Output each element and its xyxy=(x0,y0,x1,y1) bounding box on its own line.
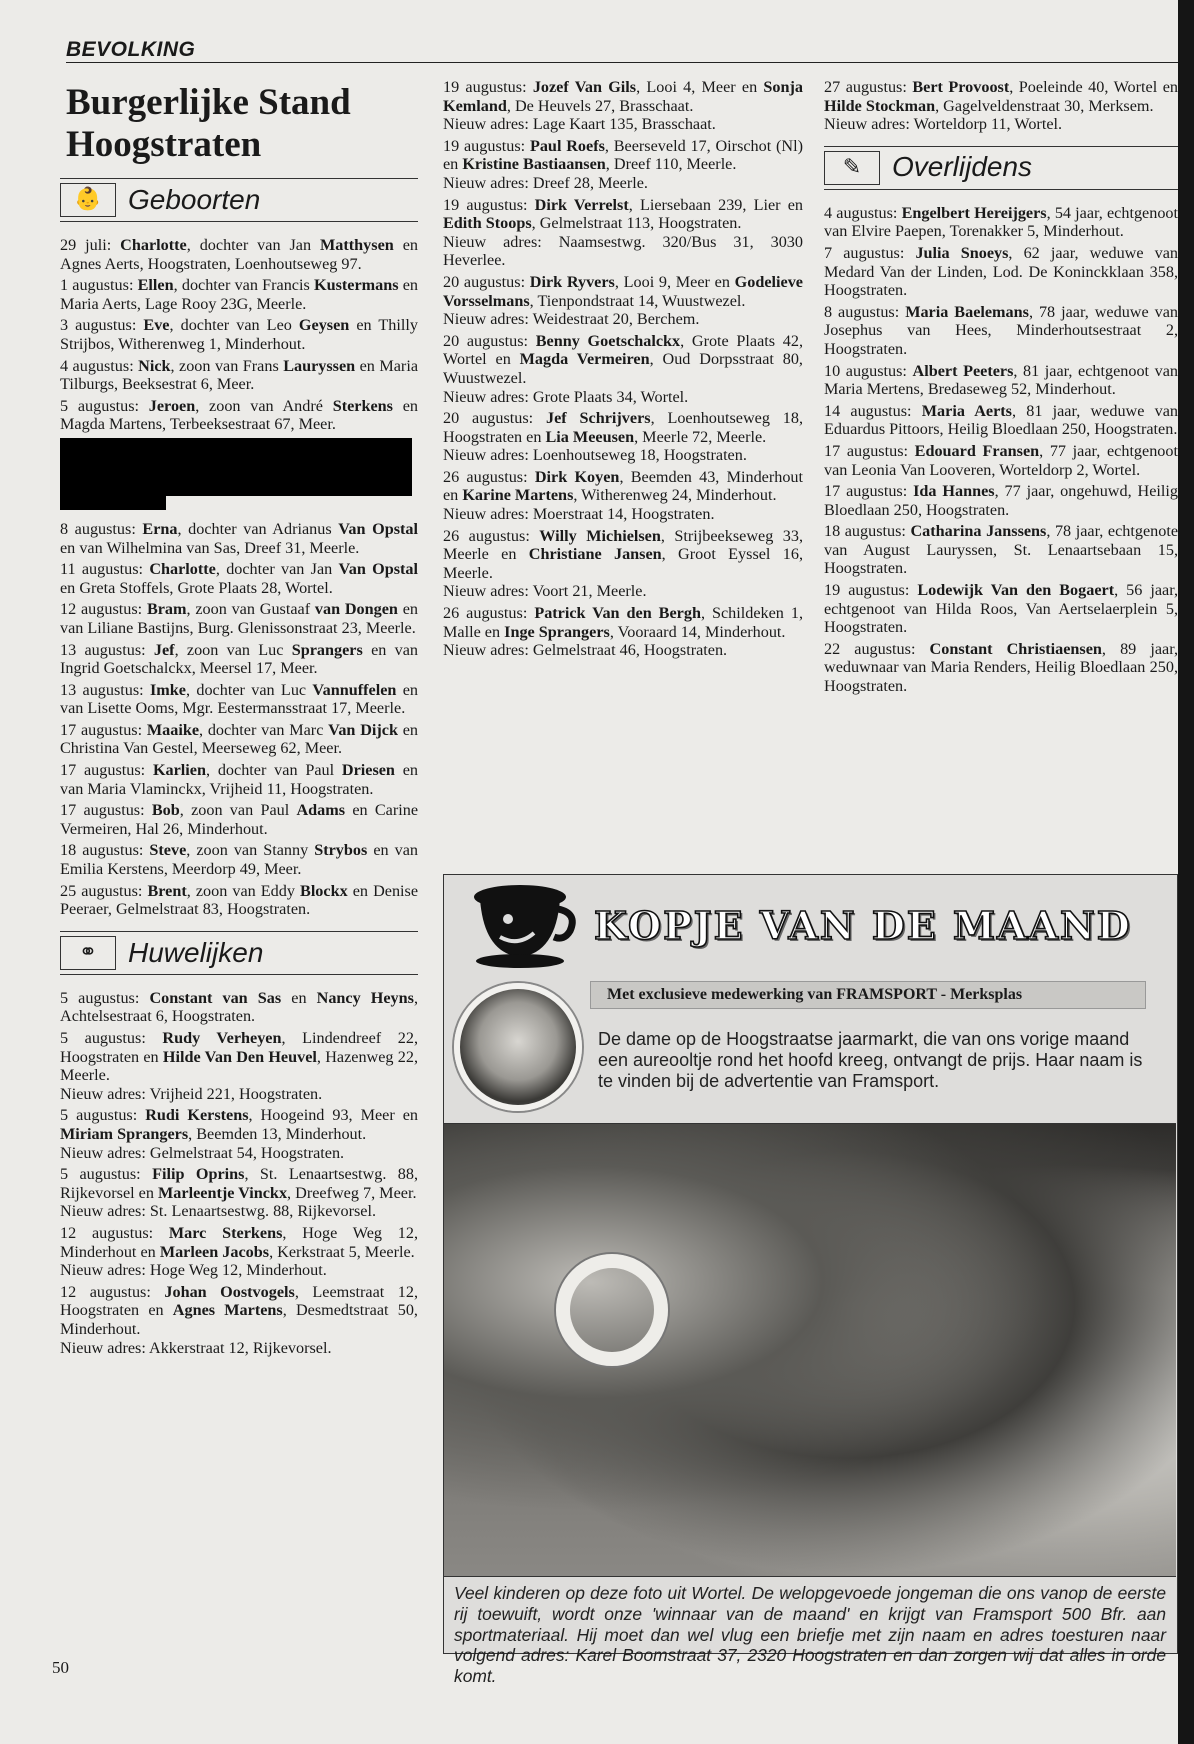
marriage-entry xyxy=(443,604,803,660)
entry-date: 5 augustus: xyxy=(60,1106,138,1125)
title-line-2: Hoogstraten xyxy=(66,124,262,165)
entry-text: , St. Lenaartsestwg. 88, Rijkevorsel en xyxy=(60,1165,419,1202)
entry-text: , Loenhoutseweg 18, Hoogstraten en xyxy=(443,409,804,446)
entry-text: , Strijbeekseweg 33, Meerle en xyxy=(443,526,803,564)
marriage-entry xyxy=(60,1165,418,1221)
entry-text: , Hoge Weg 12, Minderhout en xyxy=(60,1223,419,1261)
entry-text: en Agnes Aerts, Hoogstraten, Loenhoutseweg 97. xyxy=(60,236,419,273)
entry-text: , dochter van Luc xyxy=(185,680,313,699)
entry-text: , Hoogeind 93, Meer en xyxy=(248,1106,418,1125)
child-name: Jef xyxy=(153,640,175,659)
marriage-entry xyxy=(443,527,803,601)
parent-surname: Blockx xyxy=(300,881,348,900)
stork-icon: 👶 xyxy=(60,183,116,217)
marriage-entry xyxy=(60,1029,418,1103)
birth-entry xyxy=(60,882,418,919)
parent-surname: Strybos xyxy=(314,841,368,860)
spouse-name: Jozef Van Gils xyxy=(532,78,637,96)
scan-edge xyxy=(1178,0,1194,1744)
entry-date: 26 augustus: xyxy=(443,604,528,623)
spouse-name: Constant van Sas xyxy=(149,988,282,1007)
birth-entry xyxy=(60,397,418,434)
deaths-header xyxy=(824,146,1178,190)
deceased-name: Albert Peeters xyxy=(912,361,1014,380)
entry-date: 20 augustus: xyxy=(443,272,526,291)
new-address: Nieuw adres: Grote Plaats 34, Wortel. xyxy=(443,387,689,406)
spouse-name: Benny Goetschalckx xyxy=(535,331,681,350)
entry-date: 4 augustus: xyxy=(60,356,134,375)
spouse-name: Jef Schrijvers xyxy=(546,409,651,428)
new-address: Nieuw adres: Weidestraat 20, Berchem. xyxy=(443,310,700,329)
new-address: Nieuw adres: Dreef 28, Meerle. xyxy=(443,173,648,192)
entry-text: en Christina Van Gestel, Meerseweg 62, Meer. xyxy=(60,720,418,758)
death-entry xyxy=(824,640,1178,696)
children-group-photo xyxy=(444,1123,1176,1577)
parent-surname: Sterkens xyxy=(332,396,393,415)
entry-date: 5 augustus: xyxy=(60,1165,141,1184)
new-address: Nieuw adres: Naamsestwg. 320/Bus 31, 3030 Heverlee. xyxy=(443,232,803,270)
death-entry xyxy=(824,522,1178,578)
entry-date: 17 augustus: xyxy=(60,720,143,739)
coffee-cup-icon xyxy=(470,883,580,969)
death-entry xyxy=(824,204,1178,241)
new-address: Nieuw adres: St. Lenaartsestwg. 88, Rijkevorsel. xyxy=(60,1202,377,1221)
parent-surname: Vannuffelen xyxy=(312,680,397,699)
new-address: Nieuw adres: Akkerstraat 12, Rijkevorsel. xyxy=(60,1338,332,1357)
entry-text: , Lindendreef 22, Hoogstraten en xyxy=(60,1029,418,1066)
marriage-entry xyxy=(443,332,803,406)
entry-text: , dochter van Paul xyxy=(206,761,342,780)
entry-date: 4 augustus: xyxy=(824,203,898,222)
entry-text: , zoon van Frans xyxy=(170,356,284,375)
child-name: Nick xyxy=(138,356,171,375)
entry-text: , De Heuvels 27, Brasschaat. xyxy=(506,96,694,115)
deceased-name: Lodewijk Van den Bogaert xyxy=(917,581,1115,600)
halo-ring xyxy=(556,1254,668,1366)
photo-caption: Veel kinderen op deze foto uit Wortel. De welopgevoede jongeman die ons vanop de eerste rij toewuift, wordt onze 'winnaar van de maand' en krijgt van Framsport 500 Bfr. aan sportmateriaal. Hij moet dan wel vlug een briefje met zijn naam en adres toesturen naar volgend adres: Karel Boomstraat 37, 2320 Hoogstraten en dan zorgen wij dat alles in orde komt. xyxy=(454,1583,1166,1687)
birth-entry xyxy=(60,681,418,718)
birth-entry xyxy=(60,721,418,758)
birth-entry xyxy=(60,357,418,394)
spouse-name: Magda Vermeiren xyxy=(519,350,650,369)
page-number: 50 xyxy=(52,1658,69,1677)
entry-text: en Carine Vermeiren, Hal 26, Minderhout. xyxy=(60,801,419,838)
entry-text: , Dreefweg 7, Meer. xyxy=(287,1183,417,1202)
marriage-entry xyxy=(443,78,803,134)
entry-text: , Beemden 43, Minderhout en xyxy=(443,467,804,505)
entry-text: , Liersebaan 239, Lier en xyxy=(628,195,804,214)
spouse-name: Patrick Van den Bergh xyxy=(534,604,701,623)
entry-date: 8 augustus: xyxy=(824,302,900,321)
entry-text: , Looi 9, Meer en xyxy=(614,272,735,291)
entry-date: 19 augustus: xyxy=(443,136,526,155)
entry-date: 7 augustus: xyxy=(824,243,905,262)
child-name: Bob xyxy=(151,801,180,820)
entry-text: , 77 jaar, echtgenoot van Leonia Van Looveren, Worteldorp 2, Wortel. xyxy=(824,441,1178,479)
birth-entry xyxy=(60,520,418,557)
entry-date: 12 augustus: xyxy=(60,600,143,619)
entry-date: 14 augustus: xyxy=(824,401,912,420)
entry-date: 12 augustus: xyxy=(60,1282,151,1301)
parent-surname: Van Dijck xyxy=(328,720,398,739)
marriages-list xyxy=(60,989,418,1357)
entry-text: , dochter van Marc xyxy=(199,720,329,739)
spouse-name: Lia Meeusen xyxy=(545,427,635,446)
marriages-list-end xyxy=(824,78,1178,134)
parent-surname: Geysen xyxy=(298,316,350,335)
entry-text: en Magda Martens, Terbeeksestraat 67, Meer. xyxy=(60,396,419,434)
spouse-name: Christiane Jansen xyxy=(528,545,662,564)
entry-text: , Desmedtstraat 50, Minderhout. xyxy=(60,1301,418,1338)
entry-text: , dochter van Adrianus xyxy=(177,519,339,538)
child-name: Karlien xyxy=(152,761,206,780)
spouse-name: Hilde Van Den Heuvel xyxy=(162,1047,317,1066)
child-name: Charlotte xyxy=(120,236,187,254)
marriage-entry xyxy=(443,137,803,193)
entry-text: , zoon van Paul xyxy=(179,801,297,820)
entry-text: en Thilly Strijbos, Witherenweg 1, Minderhout. xyxy=(60,316,418,353)
entry-date: 17 augustus: xyxy=(60,801,145,820)
new-address: Nieuw adres: Gelmelstraat 46, Hoogstraten. xyxy=(443,641,728,660)
entry-text: , Vooraard 14, Minderhout. xyxy=(609,622,786,641)
births-list-continued xyxy=(60,520,418,919)
spouse-name: Rudi Kerstens xyxy=(145,1106,249,1125)
entry-text: en Denise Peeraer, Gelmelstraat 83, Hoogstraten. xyxy=(60,881,419,919)
births-header xyxy=(60,178,418,222)
birth-entry xyxy=(60,316,418,353)
deceased-name: Maria Baelemans xyxy=(905,302,1029,321)
entry-text: , Hazenweg 22, Meerle. xyxy=(60,1047,419,1085)
entry-text: en van Ingrid Goetschalckx, Meersel 17, Meer. xyxy=(60,640,418,678)
entry-date: 8 augustus: xyxy=(60,519,136,538)
column-3 xyxy=(824,78,1178,699)
deceased-name: Maria Aerts xyxy=(921,401,1012,420)
child-name: Charlotte xyxy=(149,560,216,579)
entry-date: 17 augustus: xyxy=(824,482,908,501)
column-2 xyxy=(443,78,803,663)
spouse-name: Dirk Verrelst xyxy=(534,195,629,214)
marriage-entry xyxy=(443,196,803,270)
entry-text: , dochter van Francis xyxy=(173,276,314,295)
marriage-entry xyxy=(443,273,803,329)
spouse-name: Willy Michielsen xyxy=(539,526,661,545)
child-name: Bram xyxy=(146,600,187,619)
column-1 xyxy=(60,78,418,1360)
spouse-name: Karine Martens xyxy=(462,486,574,505)
new-address: Nieuw adres: Hoge Weg 12, Minderhout. xyxy=(60,1261,327,1280)
spouse-name: Rudy Verheyen xyxy=(162,1029,282,1047)
entry-date: 20 augustus: xyxy=(443,409,534,428)
entry-text: , Beemden 13, Minderhout. xyxy=(188,1124,367,1143)
deceased-name: Ida Hannes xyxy=(913,482,995,501)
entry-date: 25 augustus: xyxy=(60,881,143,900)
entry-date: 1 augustus: xyxy=(60,276,134,295)
child-name: Imke xyxy=(150,680,186,699)
spouse-name: Edith Stoops xyxy=(443,214,532,233)
entry-text: , zoon van Gustaaf xyxy=(186,600,315,619)
entry-text: , Gelmelstraat 113, Hoogstraten. xyxy=(531,214,742,233)
new-address: Nieuw adres: Lage Kaart 135, Brasschaat. xyxy=(443,115,716,134)
deceased-name: Constant Christiaensen xyxy=(929,639,1102,658)
entry-date: 29 juli: xyxy=(60,236,112,254)
entry-text: en van Wilhelmina van Sas, Dreef 31, Meerle. xyxy=(60,538,360,557)
birth-entry xyxy=(60,276,418,313)
entry-text: , Grote Plaats 42, Wortel en xyxy=(443,331,804,369)
spouse-name: Agnes Martens xyxy=(172,1301,283,1320)
birth-entry xyxy=(60,560,418,597)
spouse-name: Godelieve Vorsselmans xyxy=(443,272,803,310)
new-address: Nieuw adres: Worteldorp 11, Wortel. xyxy=(824,115,1063,134)
birth-entry xyxy=(60,801,418,838)
birth-entry xyxy=(60,236,418,273)
death-entry xyxy=(824,303,1178,359)
spouse-name: Hilde Stockman xyxy=(824,96,936,115)
redaction-tail xyxy=(60,496,166,510)
spouse-name: Sonja Kemland xyxy=(443,78,804,115)
death-entry xyxy=(824,402,1178,439)
new-address: Nieuw adres: Loenhoutseweg 18, Hoogstraten. xyxy=(443,446,747,465)
entry-text: , 81 jaar, echtgenoot van Maria Mertens, Bredaseweg 52, Minderhout. xyxy=(824,361,1179,399)
ad-intro-text: De dame op de Hoogstraatse jaarmarkt, die van ons vorige maand een aureooltje rond het hoofd kreeg, ontvangt de prijs. Haar naam is te vinden bij de advertentie van Framsport. xyxy=(598,1029,1143,1091)
births-list xyxy=(60,236,418,434)
parent-surname: Lauryssen xyxy=(283,356,356,375)
entry-text: , 78 jaar, echtgenote van August Lauryssen, St. Lenaartsebaan 15, Hoogstraten. xyxy=(824,522,1179,578)
entry-text: , Leemstraat 12, Hoogstraten en xyxy=(60,1282,419,1320)
deceased-name: Julia Snoeys xyxy=(915,243,1009,262)
new-address: Nieuw adres: Voort 21, Meerle. xyxy=(443,582,647,601)
entry-date: 22 augustus: xyxy=(824,639,916,658)
entry-date: 5 augustus: xyxy=(60,396,140,415)
marriage-entry xyxy=(824,78,1178,134)
entry-date: 18 augustus: xyxy=(60,841,144,860)
memorial-icon: ✎ xyxy=(824,151,880,185)
entry-date: 26 augustus: xyxy=(443,467,528,486)
parent-surname: Matthysen xyxy=(320,236,394,254)
entry-text: , 56 jaar, echtgenoot van Hilda Roos, Van Aertselaerplein 5, Hoogstraten. xyxy=(824,581,1179,637)
child-name: Erna xyxy=(142,519,178,538)
entry-date: 5 augustus: xyxy=(60,988,140,1007)
marriage-entry xyxy=(443,468,803,524)
entry-text: en Maria Aerts, Lage Rooy 23G, Meerle. xyxy=(60,276,418,313)
article-title xyxy=(66,82,418,166)
spouse-name: Nancy Heyns xyxy=(316,988,414,1007)
entry-date: 19 augustus: xyxy=(824,581,910,600)
child-name: Steve xyxy=(149,841,187,860)
entry-text: , zoon van Eddy xyxy=(186,881,301,900)
entry-text: , Groot Eyssel 16, Meerle. xyxy=(443,545,803,582)
wedding-couple-icon: ⚭ xyxy=(60,936,116,970)
entry-text: , Witherenweg 24, Minderhout. xyxy=(573,486,777,505)
birth-entry xyxy=(60,600,418,637)
entry-text: , Schildeken 1, Malle en xyxy=(443,604,804,641)
deaths-title: Overlijdens xyxy=(892,151,1033,183)
deceased-name: Catharina Janssens xyxy=(910,522,1047,541)
entry-text: en van Lisette Ooms, Mgr. Eestermansstraat 17, Meerle. xyxy=(60,680,418,718)
entry-date: 12 augustus: xyxy=(60,1223,154,1242)
marriage-entry xyxy=(60,989,418,1026)
marriages-header xyxy=(60,931,418,975)
spouse-name: Paul Roefs xyxy=(529,136,605,155)
entry-date: 20 augustus: xyxy=(443,331,529,350)
header-rule xyxy=(66,62,1178,63)
entry-date: 19 augustus: xyxy=(443,78,527,96)
entry-text: en van Liliane Bastijns, Burg. Glenissonstraat 23, Meerle. xyxy=(60,600,419,637)
death-entry xyxy=(824,244,1178,300)
entry-text: , 89 jaar, weduwnaar van Maria Renders, Heilig Bloedlaan 250, Hoogstraten. xyxy=(824,639,1178,696)
portrait-photo xyxy=(454,983,582,1111)
marriages-list-continued xyxy=(443,78,803,660)
parent-surname: Adams xyxy=(296,801,346,820)
marriage-entry xyxy=(443,409,803,465)
marriage-entry xyxy=(60,1224,418,1280)
entry-text: , Meerle 72, Meerle. xyxy=(634,427,767,446)
births-title: Geboorten xyxy=(128,183,261,215)
deaths-list xyxy=(824,204,1178,696)
parent-surname: Van Opstal xyxy=(338,519,418,538)
spouse-name: Miriam Sprangers xyxy=(60,1124,189,1143)
spouse-name: Inge Sprangers xyxy=(504,622,610,641)
entry-text: , Looi 4, Meer en xyxy=(636,78,764,96)
death-entry xyxy=(824,581,1178,637)
entry-text: , zoon van André xyxy=(195,396,333,415)
entry-text: , 81 jaar, weduwe van Eduardus Pittoors, Heilig Bloedlaan 250, Hoogstraten. xyxy=(824,401,1179,439)
entry-date: 5 augustus: xyxy=(60,1029,146,1047)
birth-entry xyxy=(60,841,418,878)
sponsor-bar: Met exclusieve medewerking van FRAMSPORT - Merksplas xyxy=(590,981,1146,1009)
entry-text: , dochter van Jan xyxy=(186,236,321,254)
parent-surname: Sprangers xyxy=(291,640,363,659)
death-entry xyxy=(824,482,1178,519)
deceased-name: Engelbert Hereijgers xyxy=(901,203,1047,222)
new-address: Nieuw adres: Vrijheid 221, Hoogstraten. xyxy=(60,1084,323,1103)
entry-date: 3 augustus: xyxy=(60,316,137,335)
spouse-name: Johan Oostvogels xyxy=(164,1282,295,1301)
spouse-name: Marleentje Vinckx xyxy=(158,1183,288,1202)
deceased-name: Edouard Fransen xyxy=(914,441,1040,460)
entry-date: 27 augustus: xyxy=(824,78,907,96)
parent-surname: van Dongen xyxy=(314,600,398,619)
entry-text: en xyxy=(281,988,317,1007)
spouse-name: Marc Sterkens xyxy=(168,1223,283,1242)
marriage-entry xyxy=(60,1283,418,1357)
entry-text: en van Emilia Kerstens, Meerdorp 49, Meer. xyxy=(60,841,418,879)
child-name: Brent xyxy=(147,881,187,900)
title-line-1: Burgerlijke Stand xyxy=(66,82,351,123)
entry-date: 18 augustus: xyxy=(824,522,906,541)
entry-text: , Poeleinde 40, Wortel en xyxy=(1009,78,1178,96)
entry-text: , 78 jaar, weduwe van Josephus van Hees, Minderhoutsestraat 2, Hoogstraten. xyxy=(824,302,1179,358)
entry-date: 17 augustus: xyxy=(60,761,146,780)
child-name: Maaike xyxy=(146,720,200,739)
parent-surname: Driesen xyxy=(341,761,395,780)
spouse-name: Kristine Bastiaansen xyxy=(462,155,606,174)
entry-date: 13 augustus: xyxy=(60,640,146,659)
entry-text: , Beerseveld 17, Oirschot (Nl) en xyxy=(443,136,804,174)
entry-text: , 77 jaar, ongehuwd, Heilig Bloedlaan 250, Hoogstraten. xyxy=(824,482,1178,519)
marriage-entry xyxy=(60,1106,418,1162)
entry-text: , zoon van Luc xyxy=(174,640,292,659)
spouse-name: Filip Oprins xyxy=(152,1165,245,1184)
entry-text: , Achtelsestraat 6, Hoogstraten. xyxy=(60,988,418,1026)
entry-text: , Gagelveldenstraat 30, Merksem. xyxy=(935,96,1154,115)
entry-text: , Dreef 110, Meerle. xyxy=(605,155,737,174)
spouse-name: Dirk Koyen xyxy=(534,467,620,486)
entry-text: , Oud Dorpsstraat 80, Wuustwezel. xyxy=(443,350,803,387)
entry-text: , dochter van Leo xyxy=(169,316,299,335)
birth-entry xyxy=(60,641,418,678)
entry-date: 11 augustus: xyxy=(60,560,144,579)
child-name: Ellen xyxy=(137,276,174,295)
entry-text: en Greta Stoffels, Grote Plaats 28, Wortel. xyxy=(60,578,333,597)
spouse-name: Bert Provoost xyxy=(912,78,1010,96)
parent-surname: Van Opstal xyxy=(338,560,418,579)
entry-text: en Maria Tilburgs, Beeksestrat 6, Meer. xyxy=(60,356,419,394)
death-entry xyxy=(824,442,1178,479)
spouse-name: Marleen Jacobs xyxy=(159,1242,270,1261)
redaction-block xyxy=(60,438,412,496)
birth-entry xyxy=(60,761,418,798)
parent-surname: Kustermans xyxy=(313,276,399,295)
entry-date: 17 augustus: xyxy=(824,441,908,460)
entry-date: 19 augustus: xyxy=(443,195,528,214)
entry-date: 26 augustus: xyxy=(443,526,530,545)
child-name: Eve xyxy=(143,316,170,335)
marriages-title: Huwelijken xyxy=(128,936,264,968)
entry-text: en van Maria Vlaminckx, Vrijheid 11, Hoogstraten. xyxy=(60,761,419,798)
entry-text: , zoon van Stanny xyxy=(186,841,315,860)
ad-title: KOPJE VAN DE MAAND xyxy=(594,903,1132,948)
child-name: Jeroen xyxy=(148,396,196,415)
entry-text: , 62 jaar, weduwe van Medard Van der Linden, Lod. De Koninckklaan 358, Hoogstraten. xyxy=(824,243,1179,300)
new-address: Nieuw adres: Gelmelstraat 54, Hoogstraten. xyxy=(60,1143,345,1162)
entry-text: , dochter van Jan xyxy=(215,560,339,579)
entry-text: , Tienpondstraat 14, Wuustwezel. xyxy=(529,291,746,310)
entry-text: , 54 jaar, echtgenoot van Elvire Paepen, Torenakker 5, Minderhout. xyxy=(824,203,1179,241)
spouse-name: Dirk Ryvers xyxy=(529,272,615,291)
section-label: BEVOLKING xyxy=(66,38,196,61)
entry-date: 10 augustus: xyxy=(824,361,907,380)
new-address: Nieuw adres: Moerstraat 14, Hoogstraten. xyxy=(443,505,715,524)
death-entry xyxy=(824,362,1178,399)
entry-date: 13 augustus: xyxy=(60,680,144,699)
entry-text: , Kerkstraat 5, Meerle. xyxy=(269,1242,415,1261)
kopje-van-de-maand-box xyxy=(443,874,1178,1687)
